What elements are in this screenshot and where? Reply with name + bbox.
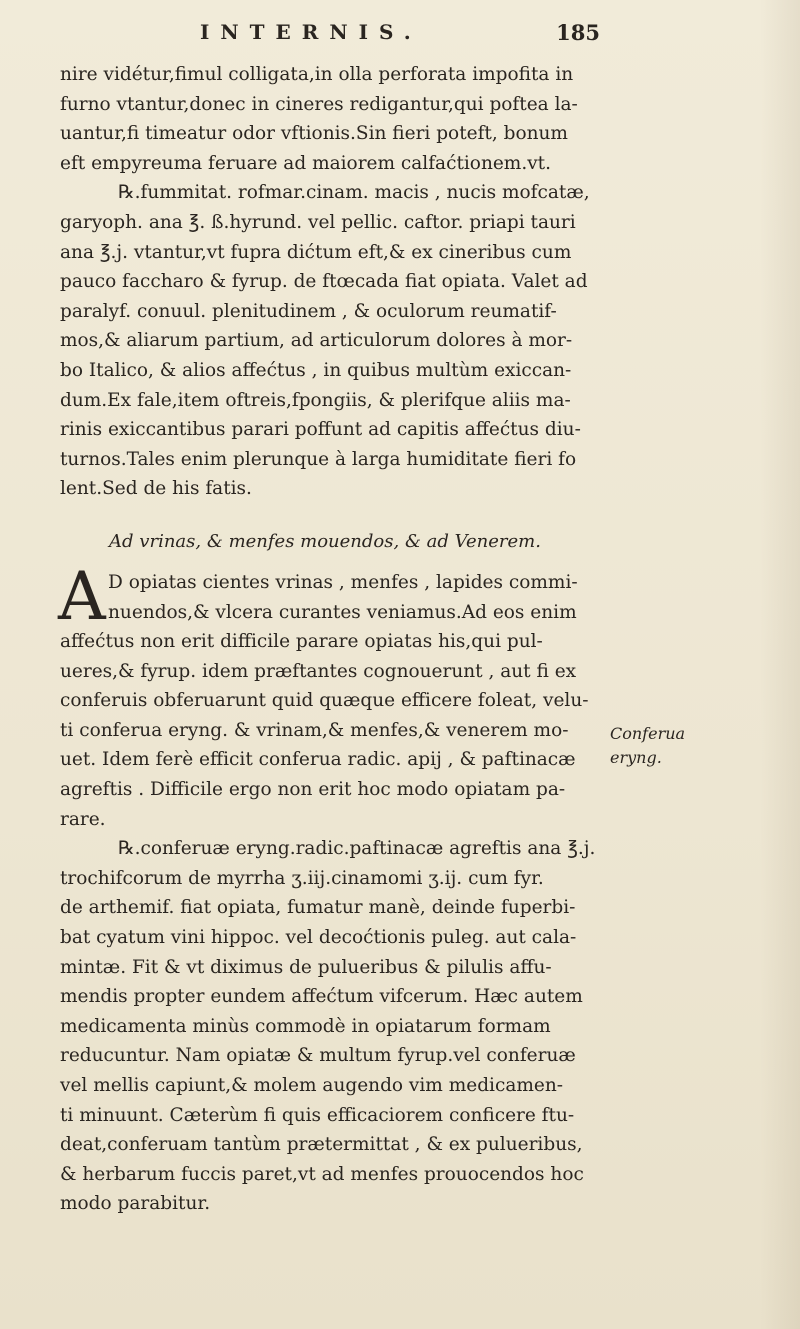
- margin-note-line: eryng.: [610, 748, 662, 767]
- text-line: ti conferua eryng. & vrinam,& menfes,& venerem mo-: [60, 719, 569, 741]
- text-line: ℞.fummitat. rofmar.cinam. macis , nucis mofcatæ,: [118, 182, 590, 204]
- text-line: furno vtantur,donec in cineres redigantur,qui poftea la-: [60, 93, 578, 115]
- text-line: ti minuunt. Cæterùm fi quis efficaciorem conficere ftu-: [60, 1104, 575, 1126]
- margin-note: [610, 722, 685, 770]
- text-line: mos,& aliarum partium, ad articulorum dolores à mor-: [60, 330, 573, 352]
- drop-cap: A: [58, 557, 106, 635]
- text-line: ana ℥.j. vtantur,vt fupra dićtum eft,& ex cineribus cum: [60, 241, 572, 263]
- text-line: reducuntur. Nam opiatæ & multum fyrup.vel conferuæ: [60, 1045, 576, 1067]
- text-line: medicamenta minùs commodè in opiatarum formam: [60, 1015, 551, 1037]
- text-line: dum.Ex fale,item oftreis,fpongiis, & plerifque aliis ma-: [60, 389, 571, 411]
- text-line: ℞.conferuæ eryng.radic.paftinacæ agreftis ana ℥.j.: [118, 838, 596, 860]
- section-heading: Ad vrinas, & menfes mouendos, & ad Venerem.: [109, 530, 541, 552]
- main-text: [58, 60, 596, 1219]
- text-line: bo Italico, & alios affećtus , in quibus multùm exiccan-: [60, 359, 572, 381]
- text-line: nuendos,& vlcera curantes veniamus.Ad eos enim: [108, 601, 577, 623]
- text-line: & herbarum fuccis paret,vt ad menfes prouocendos hoc: [60, 1163, 584, 1185]
- text-line: turnos.Tales enim plerunque à larga humiditate fieri fo: [60, 448, 577, 470]
- text-line: eft empyreuma feruare ad maiorem calfaćtionem.vt.: [60, 152, 551, 174]
- text-line: pauco faccharo & fyrup. de ftœcada fiat opiata. Valet ad: [60, 271, 588, 293]
- text-line: paralyf. conuul. plenitudinem , & oculorum reumatif-: [60, 300, 557, 322]
- text-line: rare.: [60, 808, 106, 830]
- paragraph-2: [60, 178, 590, 504]
- paragraph-3: [58, 557, 590, 834]
- text-line: affećtus non erit difficile parare opiatas his,qui pul-: [60, 631, 543, 653]
- text-line: mintæ. Fit & vt diximus de pulueribus & pilulis affu-: [60, 956, 552, 978]
- text-line: uantur,fi timeatur odor vftionis.Sin fieri poteft, bonum: [60, 123, 568, 145]
- text-line: D opiatas cientes vrinas , menfes , lapides commi-: [108, 571, 578, 593]
- text-line: uet. Idem ferè efficit conferua radic. apij , & paftinacæ: [60, 749, 576, 771]
- text-line: modo parabitur.: [60, 1193, 211, 1215]
- text-line: lent.Sed de his fatis.: [60, 478, 252, 500]
- text-line: bat cyatum vini hippoc. vel decoćtionis puleg. aut cala-: [60, 927, 577, 949]
- text-line: de arthemif. fiat opiata, fumatur manè, deinde fuperbi-: [60, 897, 576, 919]
- text-line: trochifcorum de myrrha ʒ.iij.cinamomi ʒ.ij. cum fyr.: [60, 867, 544, 889]
- page-edge-shadow: [760, 0, 800, 1329]
- paragraph-1: [60, 60, 590, 178]
- page-number: 185: [556, 20, 600, 45]
- margin-note-line: Conferua: [610, 724, 686, 743]
- text-line: conferuis obferuarunt quid quæque efficere foleat, velu-: [60, 690, 589, 712]
- text-line: rinis exiccantibus parari poffunt ad capitis affećtus diu-: [60, 419, 581, 441]
- text-line: nire vidétur,fimul colligata,in olla perforata impofita in: [60, 64, 574, 85]
- text-line: mendis propter eundem affećtum vifcerum. Hæc autem: [60, 986, 583, 1008]
- running-title: INTERNIS.: [200, 20, 422, 44]
- text-line: vel mellis capiunt,& molem augendo vim medicamen-: [60, 1075, 564, 1096]
- text-line: ueres,& fyrup. idem præftantes cognouerunt , aut fi ex: [60, 660, 577, 682]
- text-line: deat,conferuam tantùm prætermittat , & ex pulueribus,: [60, 1134, 583, 1156]
- text-line: garyoph. ana ℥. ß.hyrund. vel pellic. caftor. priapi tauri: [60, 211, 576, 233]
- page-header: [200, 18, 600, 52]
- text-line: agreftis . Difficile ergo non erit hoc modo opiatam pa-: [60, 779, 566, 801]
- paragraph-4: [60, 834, 596, 1219]
